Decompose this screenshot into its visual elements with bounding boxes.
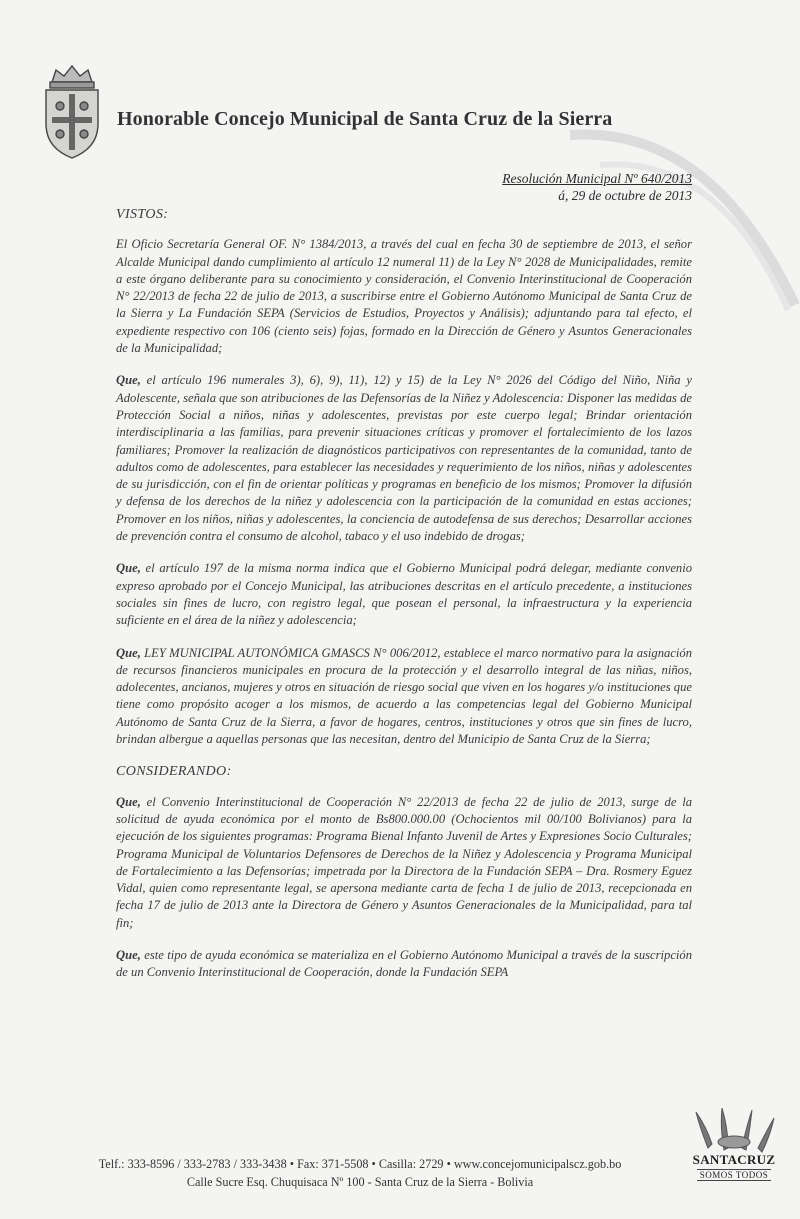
document-body [116,206,692,997]
paragraph-text: el artículo 197 de la misma norma indica que el Gobierno Municipal podrá delegar, mediante convenio expreso aprobado por el Concejo Municipal, las atribuciones descritas en el artículo precedente, a instituciones sociales sin fines de lucro, con registro legal, que posean el personal, la infraestructura y la experiencia suficiente en el área de la niñez y adolescencia; [116,561,692,628]
footer-address-line: Calle Sucre Esq. Chuquisaca Nº 100 - Santa Cruz de la Sierra - Bolivia [186,1175,534,1189]
paragraph-que-convenio [116,794,692,932]
logo-name: SANTACRUZ [692,1152,776,1167]
footer-contact-line: Telf.: 333-8596 / 333-2783 / 333-3438 • Fax: 371-5508 • Casilla: 2729 • www.concejomunicipalscz.gob.bo [98,1157,622,1171]
que-lead: Que, [116,645,141,660]
resolution-block [502,170,692,204]
paragraph-text: el Convenio Interinstitucional de Cooperación N° 22/2013 de fecha 22 de julio de 2013, surge de la solicitud de ayuda económica por el monto de Bs800.000.00 (Ochocientos mil 00/100 Bolivianos) para la ejecución de los siguientes programas: Programa Bienal Infanto Juvenil de Artes y Expresiones Socio Culturales; Programa Municipal de Voluntarios Defensores de Derechos de la Niñez y Adolescencia y Programa Municipal de Fortalecimiento a las Defensorías; impetrada por la Directora de la Fundación SEPA – Dra. Rosmery Eguez Vidal, quien como representante legal, se apersona mediante carta de fecha 1 de julio de 2013, recepcionada en fecha 17 de julio de 2013 ante la Directora de Género y Asuntos Generacionales de la Municipalidad, para tal fin; [116,794,692,930]
footer-contact [40,1155,680,1191]
paragraph-oficio: El Oficio Secretaría General OF. N° 1384/2013, a través del cual en fecha 30 de septiembre de 2013, el señor Alcalde Municipal dando cumplimiento al artículo 12 numeral 11) de la Ley N° 2028 de Municipalidades, remite a este órgano deliberante para su conocimiento y consideración, el Convenio Interinstitucional de Cooperación N° 22/2013 de fecha 22 de julio de 2013, a suscribirse entre el Gobierno Autónomo Municipal de Santa Cruz de la Sierra y La Fundación SEPA (Servicios de Estudios, Proyectos y Análisis); adjuntando para tal efecto, el expediente respectivo con 106 (ciento seis) fojas, formado en la Dirección de Género y Asuntos Generacionales de la Municipalidad; [116,237,692,356]
paragraph-que-196 [116,372,692,545]
considerando-heading: CONSIDERANDO: [116,764,232,780]
que-lead: Que, [116,561,141,576]
coat-of-arms-icon [38,62,106,162]
paragraph-que-197 [116,560,692,629]
que-lead: Que, [116,373,141,388]
que-lead: Que, [116,947,141,962]
resolution-date: á, 29 de octubre de 2013 [558,188,692,203]
resolution-number: Resolución Municipal Nº 640/2013 [502,171,692,186]
paragraph-text: LEY MUNICIPAL AUTONÓMICA GMASCS N° 006/2012, establece el marco normativo para la asignación de recursos financieros municipales en procura de la protección y el desarrollo integral de las niñas, niños, adolecentes, ancianos, mujeres y otros en situación de riesgo social que viven en los hogares y/o instituciones que tiene como propósito acoger a los mismos, de acuerdo a las competencias legal del Gobierno Municipal Autónomo de Santa Cruz de la Sierra, a favor de hogares, centros, instituciones y otros que sin fines de lucro, brindan albergue a aquellas personas que las necesitan, dentro del Municipio de Santa Cruz de la Sierra; [116,645,692,747]
que-lead: Que, [116,794,141,809]
logo-tagline [686,1170,782,1180]
institution-title: Honorable Concejo Municipal de Santa Cruz de la Sierra [117,108,613,130]
vistos-heading: VISTOS: [116,207,169,222]
logo-tagline-text: SOMOS TODOS [697,1169,771,1181]
paragraph-text: el artículo 196 numerales 3), 6), 9), 11), 12) y 15) de la Ley N° 2026 del Código del Niño, Niña y Adolescente, señala que son atribuciones de las Defensorías de la Niñez y Adolescencia: Disponer las medidas de Protección Social a niños, niñas y adolescentes, previstas por este cuerpo legal; Brindar orientación interdisciplinaria a las familias, para prevenir situaciones críticas y promover el fortalecimiento de los lazos familiares; Promover la realización de diagnósticos participativos con representantes de la comunidad, tanto de adultos como de adolescentes, para establecer las necesidades y requerimiento de los niños, niñas y adolescentes de su jurisdicción, con el fin de orientar políticas y programas en beneficio de los mismos; Promover la difusión y defensa de los derechos de la niñez y adolescencia con la participación de la comunidad en estas acciones; Promover en los niños, niñas y adolescentes, la conciencia de autodefensa de sus derechos; Desarrollar acciones de prevención contra el consumo de alcohol, tabaco y el uso indebido de drogas; [116,373,692,544]
paragraph-que-ayuda [116,947,692,982]
paragraph-text: este tipo de ayuda económica se materializa en el Gobierno Autónomo Municipal a través de la suscripción de un Convenio Interinstitucional de Cooperación, donde la Fundación SEPA [116,947,692,980]
paragraph-que-ley-municipal [116,645,692,749]
